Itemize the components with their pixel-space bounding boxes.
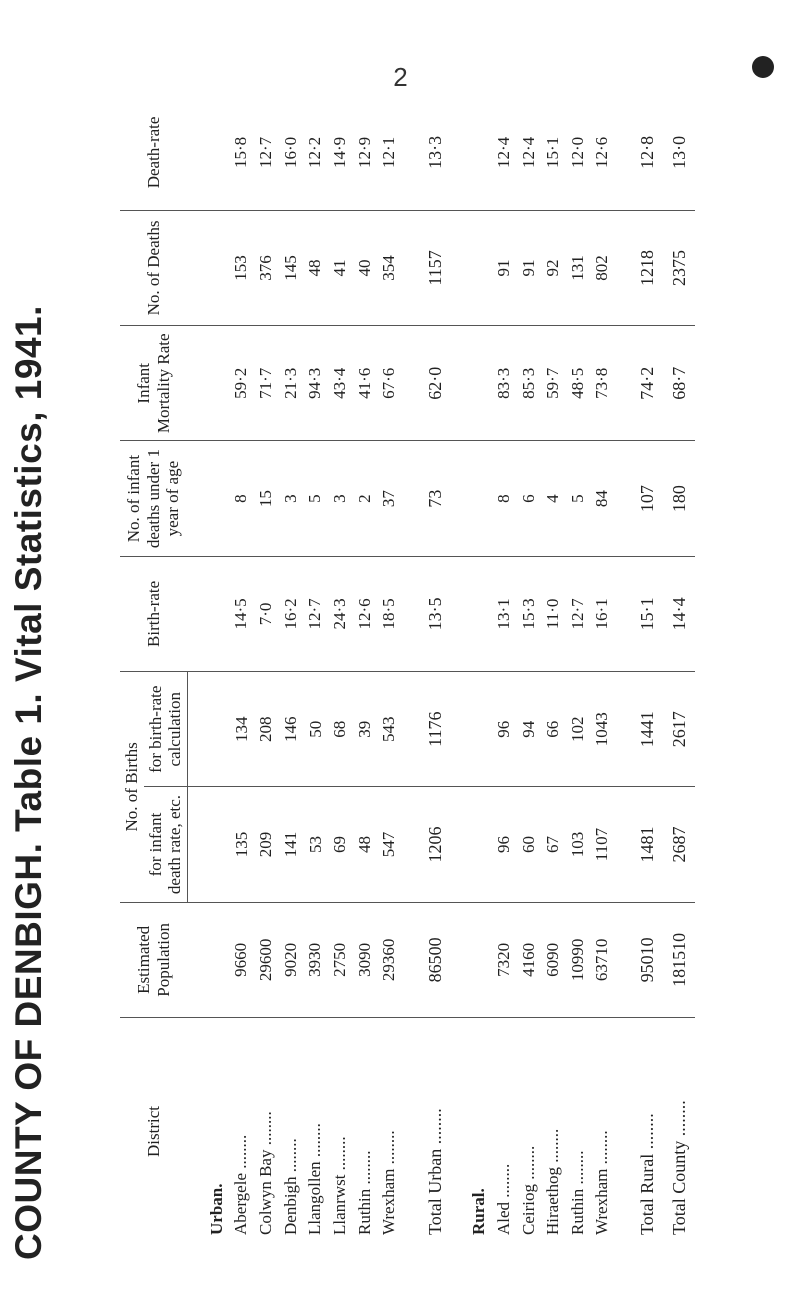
population-value: 29600 (256, 938, 276, 982)
death-rate-value: 12·4 (493, 136, 513, 168)
population-value: 7320 (493, 942, 513, 977)
birth-rate-value: 24·3 (329, 598, 349, 630)
total-rural-deaths: 1218 (631, 210, 663, 325)
district-name: Ceiriog ........ (518, 1145, 538, 1235)
death-rate-value: 15·1 (543, 136, 563, 168)
district-name: Abergele ........ (231, 1134, 251, 1235)
population-value: 9020 (280, 942, 300, 977)
births-rate-value: 1043 (592, 712, 612, 747)
total-urban-death-rate: 13·3 (419, 95, 451, 210)
births-rate-value: 102 (567, 716, 587, 742)
births-rate-value: 146 (280, 716, 300, 742)
rural-infant-deaths-cells (452, 441, 631, 556)
population-value: 63710 (592, 938, 612, 982)
imr-value: 41·6 (354, 367, 374, 399)
total-county-death-rate: 13·0 (663, 95, 695, 210)
births-rate-value: 134 (231, 716, 251, 742)
total-urban-label: Total Urban ........ (425, 1108, 446, 1235)
total-rural-population: 95010 (631, 902, 663, 1017)
total-rural-row (631, 95, 663, 1245)
total-county-imr: 68·7 (663, 326, 695, 441)
total-rural-birth-rate: 15·1 (631, 556, 663, 671)
deaths-value: 802 (592, 255, 612, 281)
district-name: Wrexham ........ (592, 1130, 612, 1235)
rural-section-label: Rural. (469, 1188, 489, 1235)
district-name: Llanrwst ........ (329, 1136, 349, 1235)
deaths-value: 153 (231, 255, 251, 281)
imr-value: 43·4 (329, 367, 349, 399)
district-name: Hiraethog ........ (543, 1128, 563, 1235)
rural-imr-cells (452, 326, 631, 441)
deaths-value: 41 (329, 259, 349, 277)
births-infant-value: 135 (231, 831, 251, 858)
district-name: Ruthin ........ (567, 1150, 587, 1235)
total-county-births-infant: 2687 (663, 787, 695, 902)
births-infant-value: 60 (518, 836, 538, 854)
births-rate-value: 68 (330, 720, 350, 738)
urban-birth-rate-cells (187, 556, 419, 671)
imr-value: 67·6 (379, 367, 399, 399)
death-rate-value: 16·0 (280, 136, 300, 168)
infant-deaths-value: 37 (379, 490, 399, 508)
births-infant-value: 67 (543, 836, 563, 854)
birth-rate-value: 13·1 (493, 598, 513, 630)
infant-deaths-value: 4 (543, 494, 563, 503)
infant-deaths-value: 5 (305, 494, 325, 503)
total-rural-death-rate: 12·8 (631, 95, 663, 210)
rural-death-rate-cells (452, 95, 631, 210)
total-county-infant-deaths: 180 (663, 441, 695, 556)
urban-group-row (187, 95, 419, 1245)
header-birth-rate: Birth-rate (120, 556, 187, 671)
total-rural-label: Total Rural ........ (636, 1113, 657, 1235)
table-title: COUNTY OF DENBIGH. Table 1. Vital Statistics, 1941. (8, 305, 49, 1260)
total-county-label: Total County ........ (668, 1100, 689, 1235)
births-infant-value: 547 (379, 831, 399, 858)
total-rural-births-rate: 1441 (631, 672, 663, 787)
population-value: 3930 (305, 942, 325, 977)
births-rate-value: 208 (256, 716, 276, 742)
total-rural-infant-deaths: 107 (631, 441, 663, 556)
rural-population-cells (452, 902, 631, 1017)
births-infant-value: 69 (330, 836, 350, 854)
death-rate-value: 12·0 (567, 136, 587, 168)
imr-value: 73·8 (592, 367, 612, 399)
vital-statistics-table-container (120, 95, 695, 1245)
district-name: Colwyn Bay ........ (256, 1111, 276, 1235)
total-urban-birth-rate: 13·5 (419, 556, 451, 671)
deaths-value: 40 (354, 259, 374, 277)
death-rate-value: 12·6 (592, 136, 612, 168)
births-infant-value: 48 (354, 836, 374, 854)
birth-rate-value: 12·6 (354, 598, 374, 630)
death-rate-value: 12·7 (256, 136, 276, 168)
births-infant-value: 1107 (592, 827, 612, 862)
urban-infant-deaths-cells (187, 441, 419, 556)
population-value: 6090 (543, 942, 563, 977)
births-rate-value: 66 (543, 720, 563, 738)
total-urban-imr: 62·0 (419, 326, 451, 441)
total-urban-population: 86500 (419, 902, 451, 1017)
deaths-value: 48 (305, 259, 325, 277)
births-rate-value: 543 (379, 716, 399, 742)
infant-deaths-value: 15 (256, 490, 276, 508)
rural-deaths-cells (452, 210, 631, 325)
imr-value: 48·5 (567, 367, 587, 399)
total-rural-births-infant: 1481 (631, 787, 663, 902)
infant-deaths-value: 6 (518, 494, 538, 503)
header-infant-deaths: No. of infant deaths under 1 year of age (120, 441, 187, 556)
urban-births-infant-cells (187, 787, 419, 902)
births-infant-value: 53 (305, 836, 325, 854)
urban-section-label: Urban. (206, 1183, 226, 1235)
total-county-row (663, 95, 695, 1245)
total-urban-infant-deaths: 73 (419, 441, 451, 556)
deaths-value: 376 (256, 255, 276, 281)
births-rate-value: 39 (354, 720, 374, 738)
deaths-value: 91 (493, 259, 513, 277)
birth-rate-value: 11·0 (543, 598, 563, 630)
death-rate-value: 12·2 (305, 136, 325, 168)
birth-rate-value: 16·2 (280, 598, 300, 630)
population-value: 10990 (567, 938, 587, 982)
infant-deaths-value: 84 (592, 490, 612, 508)
header-death-rate: Death-rate (120, 95, 187, 210)
header-births-rate-calc: for birth-rate calculation (144, 672, 188, 787)
rural-birth-rate-cells (452, 556, 631, 671)
births-rate-value: 94 (518, 720, 538, 738)
page-number: 2 (393, 62, 408, 92)
urban-imr-cells (187, 326, 419, 441)
deaths-value: 131 (567, 255, 587, 281)
births-rate-value: 96 (493, 720, 513, 738)
infant-deaths-value: 2 (354, 494, 374, 503)
vital-statistics-table (120, 95, 695, 1245)
total-county-births-rate: 2617 (663, 672, 695, 787)
urban-deaths-cells (187, 210, 419, 325)
urban-births-rate-cells (187, 672, 419, 787)
rural-births-rate-cells (452, 672, 631, 787)
header-imr: Infant Mortality Rate (120, 326, 187, 441)
population-value: 29360 (379, 938, 399, 982)
deaths-value: 145 (280, 255, 300, 281)
header-population: Estimated Population (120, 902, 187, 1017)
births-infant-value: 209 (256, 831, 276, 858)
urban-district-list (187, 1018, 419, 1246)
death-rate-value: 15·8 (231, 136, 251, 168)
total-urban-deaths: 1157 (419, 210, 451, 325)
header-births-infant: for infant death rate, etc. (144, 787, 188, 902)
total-urban-births-rate: 1176 (419, 672, 451, 787)
births-infant-value: 96 (493, 836, 513, 854)
births-infant-value: 141 (280, 831, 300, 858)
population-value: 4160 (518, 942, 538, 977)
death-rate-value: 12·9 (354, 136, 374, 168)
imr-value: 85·3 (518, 367, 538, 399)
birth-rate-value: 14·5 (231, 598, 251, 630)
district-name: Wrexham ........ (379, 1130, 399, 1235)
total-county-population: 181510 (663, 902, 695, 1017)
deaths-value: 354 (379, 255, 399, 281)
births-rate-value: 50 (305, 720, 325, 738)
district-name: Ruthin ........ (354, 1150, 374, 1235)
imr-value: 71·7 (256, 367, 276, 399)
birth-rate-value: 7·0 (256, 602, 276, 626)
birth-rate-value: 12·7 (567, 598, 587, 630)
deaths-value: 91 (518, 259, 538, 277)
total-county-birth-rate: 14·4 (663, 556, 695, 671)
urban-population-cells (187, 902, 419, 1017)
population-value: 2750 (329, 942, 349, 977)
urban-death-rate-cells (187, 95, 419, 210)
total-county-deaths: 2375 (663, 210, 695, 325)
population-value: 9660 (231, 942, 251, 977)
district-name: Llangollen ........ (305, 1123, 325, 1235)
infant-deaths-value: 8 (493, 494, 513, 503)
imr-value: 59·7 (543, 367, 563, 399)
rural-district-list (452, 1018, 631, 1246)
birth-rate-value: 16·1 (592, 598, 612, 630)
infant-deaths-value: 3 (280, 494, 300, 503)
header-births-group: No. of Births (120, 672, 144, 903)
birth-rate-value: 18·5 (379, 598, 399, 630)
rural-group-row (452, 95, 631, 1245)
total-urban-births-infant: 1206 (419, 787, 451, 902)
imr-value: 59·2 (231, 367, 251, 399)
header-deaths: No. of Deaths (120, 210, 187, 325)
deaths-value: 92 (543, 259, 563, 277)
birth-rate-value: 15·3 (518, 598, 538, 630)
death-rate-value: 14·9 (329, 136, 349, 168)
district-name: Aled ........ (493, 1163, 513, 1235)
infant-deaths-value: 5 (567, 494, 587, 503)
imr-value: 83·3 (493, 367, 513, 399)
imr-value: 21·3 (280, 367, 300, 399)
total-rural-imr: 74·2 (631, 326, 663, 441)
rural-births-infant-cells (452, 787, 631, 902)
death-rate-value: 12·1 (379, 136, 399, 168)
population-value: 3090 (354, 942, 374, 977)
punch-hole-mark (752, 56, 774, 78)
imr-value: 94·3 (305, 367, 325, 399)
header-district: District (143, 1106, 163, 1157)
infant-deaths-value: 3 (329, 494, 349, 503)
births-infant-value: 103 (567, 831, 587, 858)
birth-rate-value: 12·7 (305, 598, 325, 630)
total-urban-row (419, 95, 451, 1245)
district-name: Denbigh ........ (280, 1138, 300, 1235)
death-rate-value: 12·4 (518, 136, 538, 168)
infant-deaths-value: 8 (231, 494, 251, 503)
